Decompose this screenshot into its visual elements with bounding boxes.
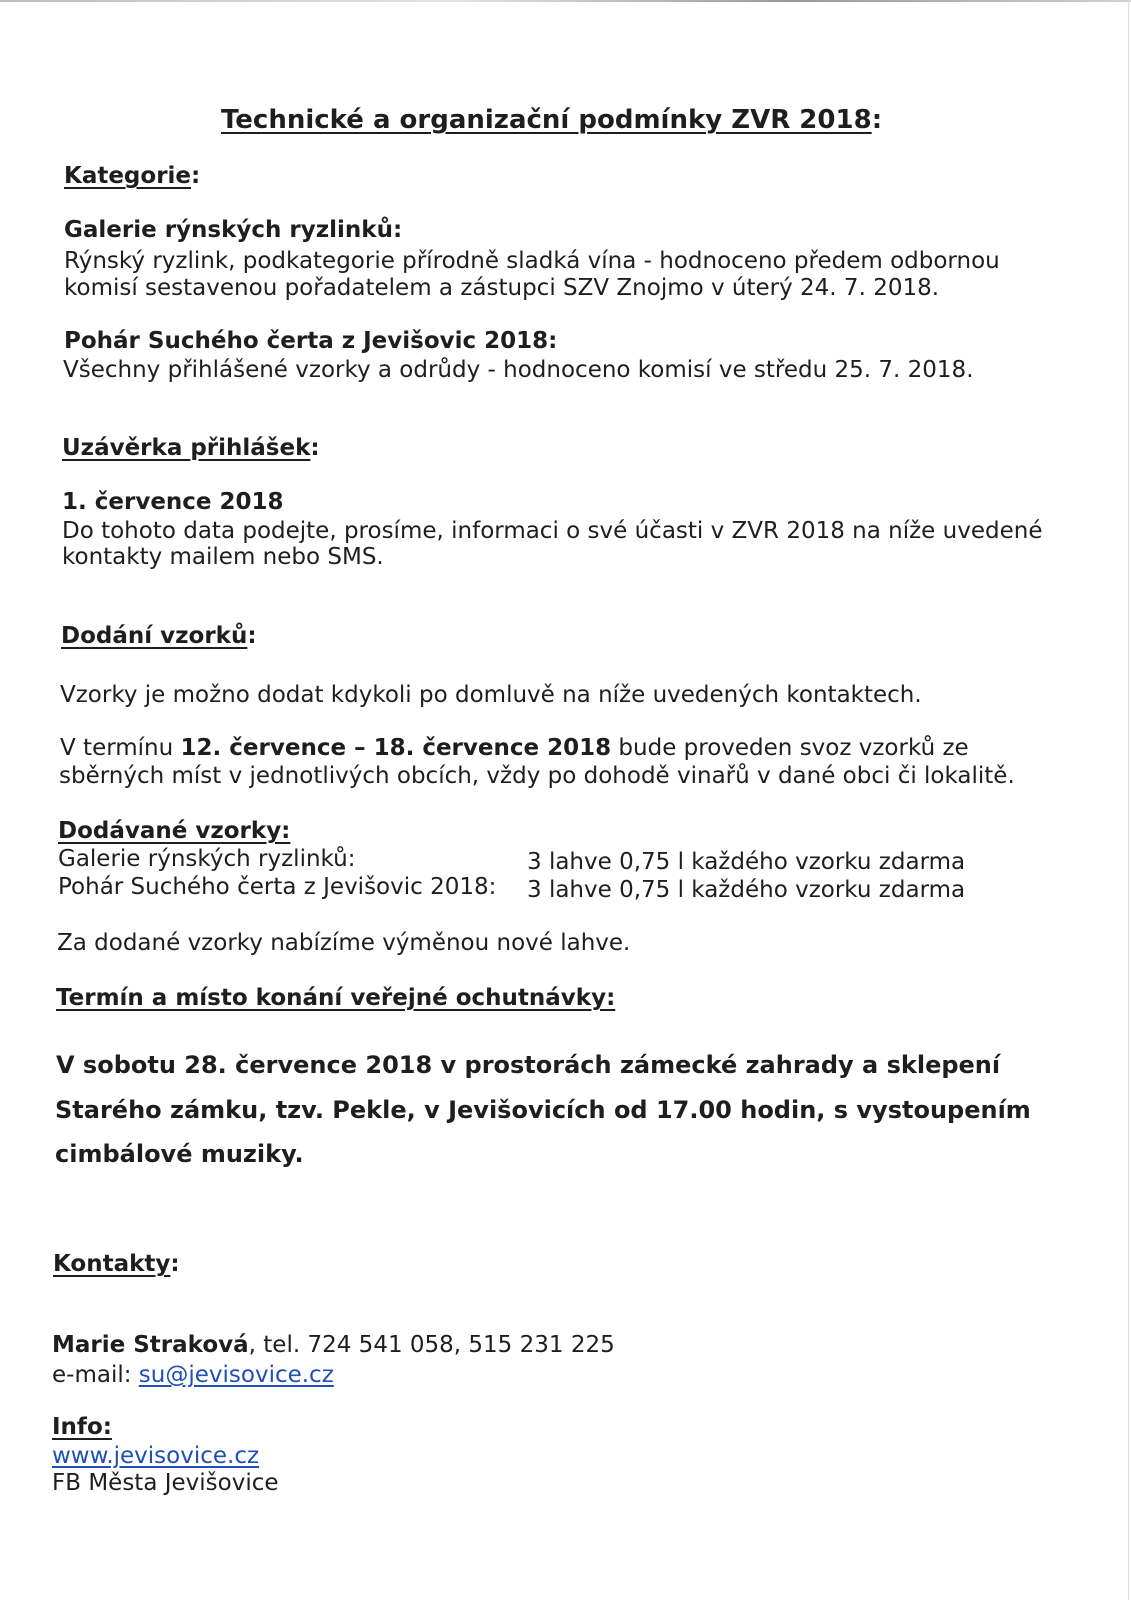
deadline-date: 1. července 2018 bbox=[62, 489, 284, 515]
contact-phone: , tel. 724 541 058, 515 231 225 bbox=[248, 1332, 615, 1358]
event-line-1: V sobotu 28. července 2018 v prostorách zámecké zahrady a sklepení bbox=[56, 1051, 1001, 1079]
event-heading: Termín a místo konání veřejné ochutnávky: bbox=[56, 985, 616, 1011]
delivery-term bbox=[60, 734, 969, 762]
heading-colon: : bbox=[247, 623, 257, 649]
page-title bbox=[221, 106, 882, 135]
heading-colon: : bbox=[310, 435, 320, 461]
galerie-line-1: Rýnský ryzlink, podkategorie přírodně sladká vína - hodnoceno předem odbornou bbox=[64, 248, 1000, 274]
contact-person bbox=[52, 1331, 615, 1359]
contact-name: Marie Straková bbox=[52, 1332, 249, 1358]
delivery-term-line-2: sběrných míst v jednotlivých obcích, vždy po dohodě vinařů v dané obci či lokalitě. bbox=[59, 763, 1015, 789]
heading-colon: : bbox=[191, 163, 201, 189]
galerie-name: Galerie rýnských ryzlinků: bbox=[64, 217, 403, 243]
heading-colon: : bbox=[170, 1251, 180, 1277]
email-label: e-mail: bbox=[52, 1362, 139, 1388]
page-title-text: Technické a organizační podmínky ZVR 2018 bbox=[221, 105, 872, 135]
contacts-heading-text: Kontakty bbox=[53, 1251, 171, 1277]
contact-email-row bbox=[52, 1361, 334, 1389]
deadline-line-2: kontakty mailem nebo SMS. bbox=[62, 544, 384, 570]
contacts-heading bbox=[53, 1250, 180, 1278]
delivery-term-prefix: V termínu bbox=[60, 735, 181, 761]
web-link[interactable]: www.jevisovice.cz bbox=[52, 1443, 260, 1469]
samples-row-2-value: 3 lahve 0,75 l každého vzorku zdarma bbox=[527, 877, 966, 903]
delivery-term-dates: 12. července – 18. července 2018 bbox=[180, 735, 612, 761]
delivery-term-suffix: bude proveden svoz vzorků ze bbox=[611, 735, 969, 761]
samples-heading: Dodávané vzorky: bbox=[58, 818, 291, 844]
delivery-heading-text: Dodání vzorků bbox=[61, 623, 248, 649]
deadline-heading bbox=[62, 434, 320, 462]
pohar-line-1: Všechny přihlášené vzorky a odrůdy - hodnoceno komisí ve středu 25. 7. 2018. bbox=[63, 357, 974, 383]
delivery-heading bbox=[61, 622, 257, 650]
event-line-2: Starého zámku, tzv. Pekle, v Jevišovicích od 17.00 hodin, s vystoupením bbox=[55, 1096, 1031, 1124]
event-line-3: cimbálové muziky. bbox=[55, 1140, 304, 1168]
deadline-heading-text: Uzávěrka přihlášek bbox=[62, 435, 311, 461]
samples-row-2-label: Pohár Suchého čerta z Jevišovic 2018: bbox=[58, 874, 497, 900]
info-heading: Info: bbox=[52, 1414, 112, 1440]
samples-exchange: Za dodané vzorky nabízíme výměnou nové lahve. bbox=[57, 930, 631, 956]
categories-heading bbox=[64, 162, 200, 190]
categories-heading-text: Kategorie bbox=[64, 163, 192, 189]
deadline-line-1: Do tohoto data podejte, prosíme, informaci o své účasti v ZVR 2018 na níže uvedené bbox=[62, 518, 1043, 544]
delivery-line-1: Vzorky je možno dodat kdykoli po domluvě na níže uvedených kontaktech. bbox=[60, 682, 922, 708]
pohar-name: Pohár Suchého čerta z Jevišovic 2018: bbox=[64, 328, 558, 354]
email-link[interactable]: su@jevisovice.cz bbox=[138, 1362, 334, 1388]
info-web bbox=[52, 1442, 259, 1470]
galerie-line-2: komisí sestavenou pořadatelem a zástupci SZV Znojmo v úterý 24. 7. 2018. bbox=[64, 275, 940, 301]
info-fb: FB Města Jevišovice bbox=[52, 1470, 279, 1496]
samples-row-1-value: 3 lahve 0,75 l každého vzorku zdarma bbox=[527, 849, 966, 875]
title-colon: : bbox=[871, 105, 883, 135]
samples-row-1-label: Galerie rýnských ryzlinků: bbox=[58, 846, 356, 872]
